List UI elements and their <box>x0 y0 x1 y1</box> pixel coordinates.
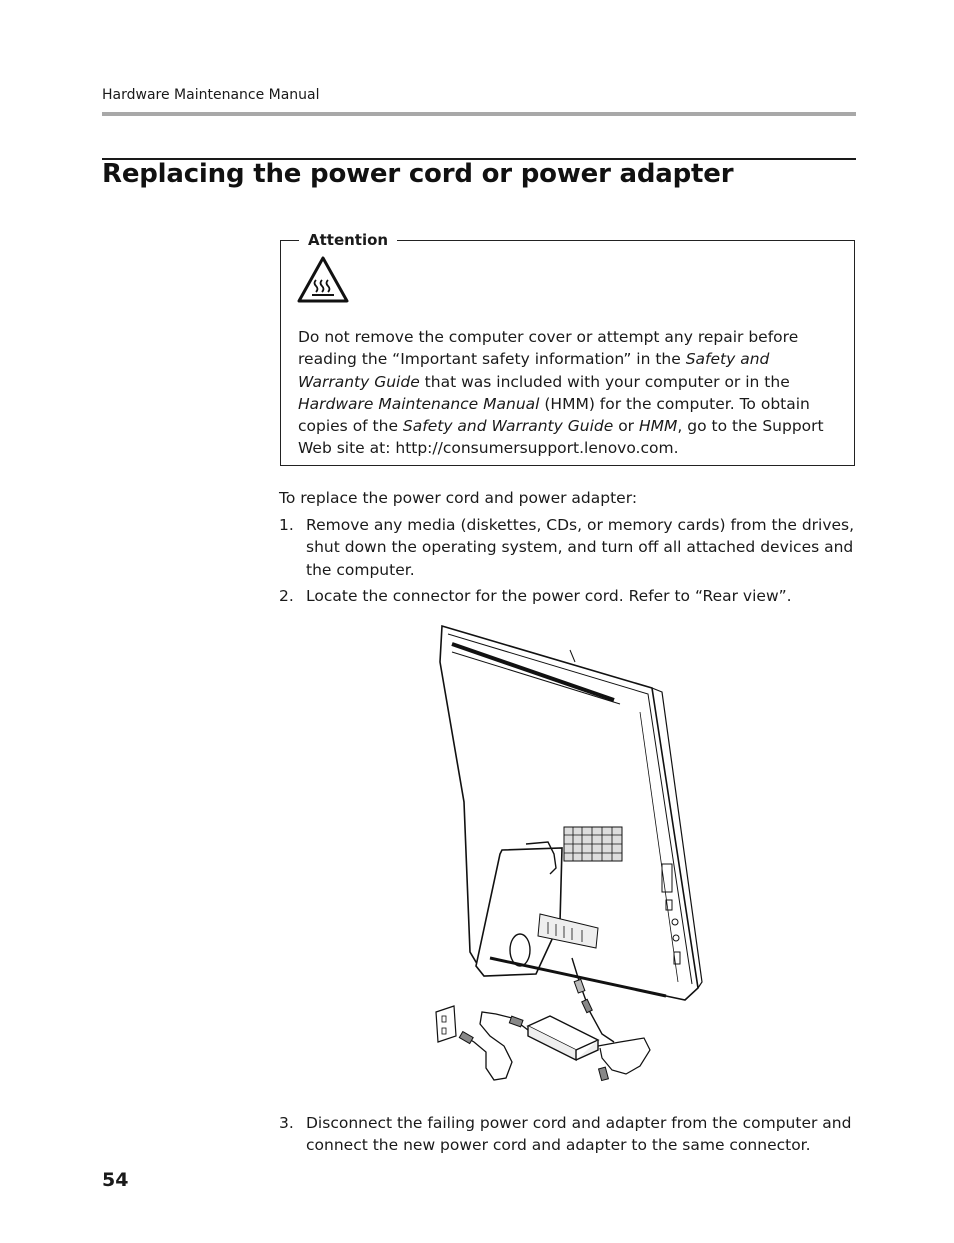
step-number: 1. <box>279 516 294 534</box>
safety-warranty-guide-ref: Safety and Warranty Guide <box>402 417 614 436</box>
attention-text-part: that was included with your computer or in the <box>419 372 790 391</box>
attention-notice <box>280 231 855 466</box>
step-2 <box>279 585 859 607</box>
attention-text <box>298 326 843 460</box>
attention-label: Attention <box>299 230 397 250</box>
attention-text-part: Do not remove the computer cover or attempt any repair before reading the “Important safety information” in the <box>298 328 799 369</box>
header-divider <box>102 112 856 116</box>
step-1 <box>279 514 859 581</box>
page-title: Replacing the power cord or power adapter <box>102 159 734 189</box>
attention-text-part: , go to the Support Web site at: http://consumersupport.lenovo.com. <box>298 417 824 458</box>
attention-text-part: (HMM) for the computer. To obtain copies of the <box>298 394 810 436</box>
hmm-title-ref: Hardware Maintenance Manual <box>298 394 540 413</box>
step-number: 2. <box>279 587 294 605</box>
step-number: 3. <box>279 1114 294 1132</box>
attention-text-part: or <box>613 417 639 436</box>
running-header: Hardware Maintenance Manual <box>102 87 320 103</box>
procedure-intro: To replace the power cord and power adapter: <box>279 489 638 507</box>
step-text: Locate the connector for the power cord. Refer to “Rear view”. <box>306 587 792 605</box>
step-3 <box>279 1112 859 1157</box>
step-text: Disconnect the failing power cord and adapter from the computer and connect the new power cord and adapter to the same connector. <box>306 1114 852 1155</box>
all-in-one-rear-power-adapter-illustration <box>430 622 710 1100</box>
hot-surface-warning-icon <box>297 256 349 304</box>
step-text: Remove any media (diskettes, CDs, or memory cards) from the drives, shut down the operating system, and turn off all attached devices and the computer. <box>306 516 855 579</box>
hmm-abbrev-ref: HMM <box>638 417 678 436</box>
page-number: 54 <box>102 1169 129 1191</box>
safety-warranty-guide-ref: Safety and Warranty Guide <box>298 350 770 391</box>
